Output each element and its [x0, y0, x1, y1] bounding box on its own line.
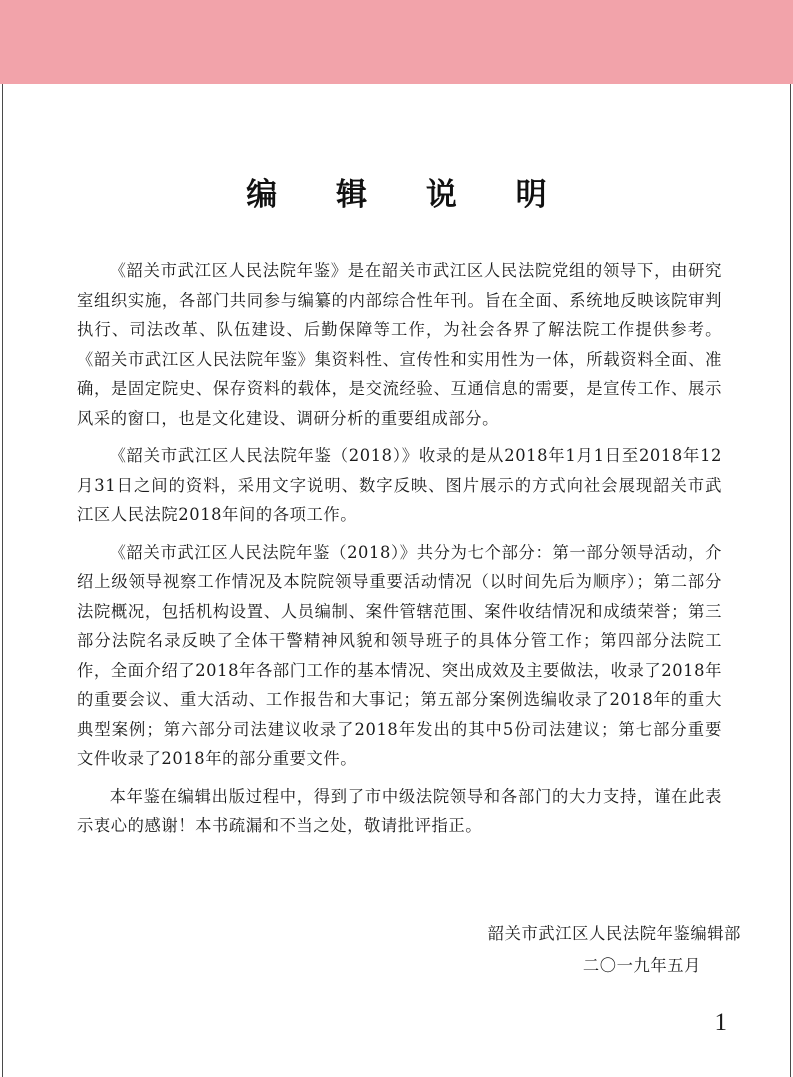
paragraph-intro: 《韶关市武江区人民法院年鉴》是在韶关市武江区人民法院党组的领导下，由研究室组织实施，各部门共同参与编纂的内部综合性年刊。旨在全面、系统地反映该院审判执行、司法改革、队伍建设、后勤保障等工作，为社会各界了解法院工作提供参考。《韶关市武江区人民法院年鉴》集资料性、宣传性和实用性为一体，所载资料全面、准确，是固定院史、保存资料的载体，是交流经验、互通信息的需要，是宣传工作、展示风采的窗口，也是文化建设、调研分析的重要组成部分。: [77, 261, 722, 428]
paragraph-scope: 《韶关市武江区人民法院年鉴（2018）》收录的是从2018年1月1日至2018年12月31日之间的资料，采用文字说明、数字反映、图片展示的方式向社会展现韶关市武江区人民法院2018年间的各项工作。: [77, 446, 722, 524]
header-color-band: [0, 0, 793, 84]
page-number: 1: [714, 1009, 727, 1036]
signature-organization: 韶关市武江区人民法院年鉴编辑部: [487, 924, 741, 943]
paragraph-structure: 《韶关市武江区人民法院年鉴（2018）》共分为七个部分：第一部分领导活动，介绍上级领导视察工作情况及本院院领导重要活动情况（以时间先后为顺序）；第二部分法院概况，包括机构设置、人员编制、案件管辖范围、案件收结情况和成绩荣誉；第三部分法院名录反映了全体干警精神风貌和领导班子的具体分管工作；第四部分法院工作，全面介绍了2018年各部门工作的基本情况、突出成效及主要做法，收录了2018年的重要会议、重大活动、工作报告和大事记；第五部分案例选编收录了2018年的重大典型案例；第六部分司法建议收录了2018年发出的其中5份司法建议；第七部分重要文件收录了2018年的部分重要文件。: [77, 542, 722, 768]
body-text: [77, 256, 722, 849]
page-title: 编 辑 说 明: [246, 177, 571, 213]
page-border-left: [2, 84, 3, 1077]
signature-date: 二〇一九年五月: [582, 956, 701, 975]
paragraph-acknowledgement: 本年鉴在编辑出版过程中，得到了市中级法院领导和各部门的大力支持，谨在此表示衷心的感谢！本书疏漏和不当之处，敬请批评指正。: [77, 786, 722, 835]
page-border-right: [790, 84, 791, 1077]
